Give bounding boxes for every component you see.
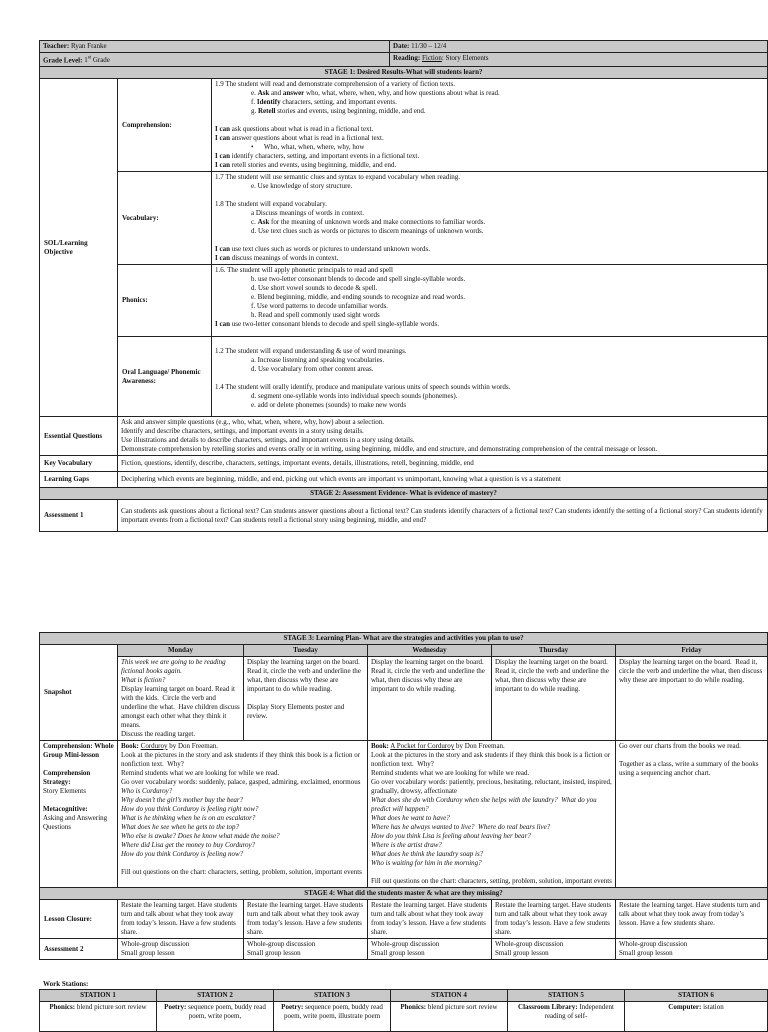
station-header-row: [40, 990, 768, 1002]
objective-line: I can retell stories and events, using beginning, middle, and end.: [215, 161, 397, 170]
objective-line: h. Read and spell commonly used sight words: [251, 311, 380, 320]
lesson-plan-table-bottom: [39, 632, 768, 960]
objective-line: I can identify characters, setting, and important events in a fictional text.: [215, 152, 420, 161]
objective-line: g. Retell stories and events, using beginning, middle, and end.: [251, 107, 426, 116]
comprehension-plan-row: [40, 741, 768, 888]
plan-line: Who else is awake? Does he know what made the noise?: [121, 832, 280, 840]
plan-line: Who is Corduroy?: [121, 787, 173, 795]
snapshot-monday: [118, 657, 244, 741]
sol-label: SOL/Learning Objective: [40, 79, 118, 417]
day-wednesday: Wednesday: [368, 645, 492, 657]
book-line: Book: A Pocket for Corduroy by Don Freeman.: [371, 742, 505, 750]
plan-line: How do you think Lisa is feeling about leaving her bear?: [371, 832, 531, 840]
stage3-title: STAGE 3: Learning Plan- What are the strategies and activities you plan to use?: [40, 633, 768, 645]
assessment2-tuesday: Whole-group discussion Small group lesson: [244, 939, 368, 960]
snapshot-line: This week we are going to be reading fictional books again.: [121, 658, 228, 675]
plan-line: Fill out questions on the chart: characters, setting, problem, solution, important events: [371, 877, 612, 885]
grade-label: Grade Level:: [43, 56, 83, 65]
essential-question-line: Identify and describe characters, settings, and important events in a story using details.: [121, 427, 364, 436]
plan-line: Look at the pictures in the story and ask students if they think this book is a fiction or nonfiction text. Why?: [121, 751, 362, 768]
plan-line: Go over vocabulary words: suddenly, palace, gasped, admiring, exclaimed, enormous: [121, 778, 361, 786]
objective-line: I can answer questions about what is read in a fictional text.: [215, 134, 384, 143]
key-vocabulary-row: [40, 456, 768, 472]
plan-line: What does he want to have?: [371, 814, 450, 822]
book-line: Book: Corduroy by Don Freeman.: [121, 742, 219, 750]
work-stations-table: [39, 989, 768, 1032]
station-5-content: Classroom Library: Independent reading of self-: [508, 1002, 625, 1032]
plan-line: Fill out questions on the chart: characters, setting, problem, solution, important events: [121, 868, 362, 876]
objective-line: e. add or delete phonemes (sounds) to make new words: [251, 401, 407, 410]
oral-language-label: Oral Language/ Phonemic Awareness:: [118, 337, 212, 417]
reading-rest: : Story Elements: [441, 54, 489, 62]
station-6-content: Computer: istation: [625, 1002, 768, 1032]
closure-wednesday: Restate the learning target. Have students turn and talk about what they took away from today’s lesson. Have a few students share.: [368, 900, 492, 939]
snapshot-label: Snapshot: [40, 645, 118, 741]
plan-line: Remind students what we are looking for while we read.: [121, 769, 280, 777]
objective-line: [215, 116, 764, 125]
day-friday: Friday: [616, 645, 768, 657]
snapshot-line: Discuss the reading target.: [121, 730, 196, 738]
station-6-header: STATION 6: [625, 990, 768, 1002]
essential-question-line: Demonstrate comprehension by retelling stories and events orally or in writing, using beginning, middle, and end structure, and demonstrating comprehension of the central message or lesson.: [121, 445, 658, 454]
work-stations-title: Work Stations:: [43, 980, 89, 988]
station-5-header: STATION 5: [508, 990, 625, 1002]
plan-monday-tuesday: [118, 741, 368, 888]
snapshot-line: Display the learning target on the board. Read it, circle the verb and underline the what, then discuss why these are important to do while reading.: [619, 658, 765, 684]
teacher-label: Teacher:: [43, 42, 70, 50]
station-2-content: Poetry: sequence poem, buddy read poem, write poem,: [157, 1002, 274, 1032]
learning-gaps-label: Learning Gaps: [40, 472, 118, 488]
assessment2-row: [40, 939, 768, 960]
objective-line: [215, 374, 764, 383]
plan-line: Look at the pictures in the story and ask students if they think this book is a fiction or nonfiction text. Why?: [371, 751, 612, 768]
objective-line: c. Ask for the meaning of unknown words and make connections to familiar words.: [251, 218, 486, 227]
essential-questions-content: [118, 417, 768, 456]
comprehension-row: [40, 79, 768, 172]
assessment2-monday: Whole-group discussion Small group lesson: [118, 939, 244, 960]
objective-line: d. Use text clues such as words or pictures to discern meanings of unknown words.: [251, 227, 484, 236]
assessment2-thursday: Whole-group discussion Small group lesson: [492, 939, 616, 960]
objective-line: [215, 236, 764, 245]
assessment1-label: Assessment 1: [40, 500, 118, 532]
comprehension-content: [212, 79, 768, 172]
key-vocabulary-text: Fiction, questions, identify, describe, characters, settings, important events, details, illustrations, retell, beginning, middle, end: [118, 456, 768, 472]
snapshot-line: [247, 694, 364, 703]
comprehension-plan-label-line: Story Elements: [43, 787, 86, 795]
plan-line: Why doesn’t the girl’s mother buy the bear?: [121, 796, 244, 804]
assessment1-text: Can students ask questions about a fictional text? Can students answer questions about a fictional text? Can students identify characters of a fictional text? Can students identify the setting of a fictional story? Can students identify important events from a fictional text? Can students retell a fictional story using beginning, middle, and end?: [118, 500, 768, 532]
comprehension-plan-label-line: Comprehension Strategy:: [43, 769, 93, 786]
lesson-closure-label: Lesson Closure:: [40, 900, 118, 939]
date-cell: [390, 41, 768, 53]
comprehension-plan-label-line: Metacognitive:: [43, 805, 88, 813]
station-4-content: Phonics: blend picture sort review: [391, 1002, 508, 1032]
essential-question-line: Use illustrations and details to describe characters, settings, and important events in a story using details.: [121, 436, 415, 445]
assessment2-friday: Whole-group discussion Small group lesson: [616, 939, 768, 960]
assessment1-row: [40, 500, 768, 532]
station-content-row: [40, 1002, 768, 1032]
objective-line: e. Blend beginning, middle, and ending sounds to recognize and read words.: [251, 293, 466, 302]
snapshot-tuesday: [244, 657, 368, 741]
snapshot-friday: [616, 657, 768, 741]
station-1-content: Phonics: blend picture sort review: [40, 1002, 157, 1032]
plan-line: Go over our charts from the books we read.: [619, 742, 741, 750]
grade-value: 1st Grade: [84, 56, 110, 65]
stage4-title: STAGE 4: What did the students master & what are they missing?: [40, 888, 768, 900]
grade-cell: [40, 53, 390, 67]
snapshot-line: Display the learning target on the board. Read it, circle the verb and underline the what, then discuss why these are important to do while reading.: [247, 658, 364, 693]
grade-row: [40, 53, 768, 67]
plan-friday: [616, 741, 768, 888]
plan-line: Go over vocabulary words: patiently, precious, hesitating, reluctant, insisted, inspired, gradually, drowsy, affectionate: [371, 778, 614, 795]
objective-line: • Who, what, when, where, why, how: [251, 143, 365, 152]
objective-line: I can use text clues such as words or pictures to understand unknown words.: [215, 245, 431, 254]
objective-line: 1.2 The student will expand understanding & use of word meanings.: [215, 347, 407, 356]
objective-line: 1.8 The student will expand vocabulary.: [215, 200, 327, 209]
plan-line: [121, 859, 364, 868]
plan-line: Together as a class, write a summary of the books using a sequencing anchor chart.: [619, 760, 761, 777]
plan-line: Where did Lisa get the money to buy Corduroy?: [121, 841, 256, 849]
snapshot-row: [40, 657, 768, 741]
plan-wednesday-thursday: [368, 741, 616, 888]
station-4-header: STATION 4: [391, 990, 508, 1002]
objective-line: f. Identify characters, setting, and important events.: [251, 98, 397, 107]
reading-label: Reading:: [393, 54, 421, 62]
objective-line: 1.7 The student will use semantic clues and syntax to expand vocabulary when reading.: [215, 173, 460, 182]
plan-line: Remind students what we are looking for while we read.: [371, 769, 530, 777]
plan-line: Where has he always wanted to live? Where do real bears live?: [371, 823, 551, 831]
essential-questions-label: Essential Questions: [40, 417, 118, 456]
vocabulary-content: [212, 172, 768, 265]
snapshot-line: Display learning target on board. Read it with the kids. Circle the verb and underline the what. Have children discuss amongst each other what they think it means.: [121, 685, 242, 729]
comprehension-plan-label-line: [43, 796, 114, 805]
oral-language-content: [212, 337, 768, 417]
date-label: Date:: [393, 42, 410, 50]
objective-line: [215, 338, 764, 347]
objective-line: e. Use knowledge of story structure.: [251, 182, 353, 191]
essential-question-line: Ask and answer simple questions (e.g., who, what, when, where, why, how) about a selection.: [121, 418, 384, 427]
plan-line: What does he think the laundry soap is?: [371, 850, 484, 858]
plan-line: What does he see when he gets to the top?: [121, 823, 240, 831]
comprehension-plan-label-line: Comprehension: Whole Group Mini-lesson: [43, 742, 116, 759]
plan-line: How do you think Corduroy is feeling now?: [121, 850, 244, 858]
closure-tuesday: Restate the learning target. Have students turn and talk about what they took away from today’s lesson. Have a few students share.: [244, 900, 368, 939]
objective-line: d. Use vocabulary from other content areas.: [251, 365, 374, 374]
learning-gaps-row: [40, 472, 768, 488]
teacher-cell: [40, 41, 390, 53]
essential-questions-row: [40, 417, 768, 456]
learning-gaps-text: Deciphering which events are beginning, middle, and end, picking out which events are important vs unimportant, knowing what a question is vs a statement: [118, 472, 768, 488]
snapshot-line: Display the learning target on the board. Read it, circle the verb and underline the what, then discuss why these are important to do while reading.: [371, 658, 488, 693]
snapshot-line: Display the learning target on the board. Read it, circle the verb and underline the what, then discuss why these are important to do while reading.: [495, 658, 612, 693]
assessment2-label: Assessment 2: [40, 939, 118, 960]
snapshot-line: Display Story Elements poster and review.: [247, 703, 346, 720]
objective-line: 1.9 The student will read and demonstrate comprehension of a variety of fiction texts.: [215, 80, 455, 89]
station-3-header: STATION 3: [274, 990, 391, 1002]
objective-line: f. Use word patterns to decode unfamiliar words.: [251, 302, 389, 311]
plan-line: What is he thinking when he is on an escalator?: [121, 814, 256, 822]
station-1-header: STATION 1: [40, 990, 157, 1002]
closure-monday: Restate the learning target. Have students turn and talk about what they took away from today’s lesson. Have a few students share.: [118, 900, 244, 939]
plan-line: [619, 751, 764, 760]
phonics-content: [212, 265, 768, 337]
teacher-name: Ryan Franke: [70, 42, 107, 50]
closure-friday: Restate the learning target. Have students turn and talk about what they took away from today’s lesson. Have a few students share.: [616, 900, 768, 939]
plan-line: Where is the artist draw?: [371, 841, 442, 849]
day-monday: Monday: [118, 645, 244, 657]
lesson-plan-table-top: [39, 40, 768, 532]
lesson-closure-row: [40, 900, 768, 939]
day-tuesday: Tuesday: [244, 645, 368, 657]
snapshot-wednesday: [368, 657, 492, 741]
objective-line: 1.4 The student will orally identify, produce and manipulate various units of speech sounds within words.: [215, 383, 511, 392]
objective-line: a Discuss meanings of words in context.: [251, 209, 364, 218]
comprehension-plan-label-line: Asking and Answering Questions: [43, 814, 109, 831]
station-3-content: Poetry: sequence poem, buddy read poem, write poem, illustrate poem: [274, 1002, 391, 1032]
comprehension-plan-label-line: [43, 760, 114, 769]
objective-line: I can discuss meanings of words in context.: [215, 254, 339, 263]
day-header-row: [40, 645, 768, 657]
plan-line: Who is waiting for him in the morning?: [371, 859, 482, 867]
plan-line: What does she do with Corduroy when she helps with the laundry? What do you predict will happen?: [371, 796, 599, 813]
date-value: 11/30 – 12/4: [411, 42, 447, 50]
objective-line: d. segment one-syllable words into individual speech sounds (phonemes).: [251, 392, 458, 401]
teacher-row: [40, 41, 768, 53]
objective-line: 1.6. The student will apply phonetic principals to read and spell: [215, 266, 393, 275]
objective-line: a. Increase listening and speaking vocabularies.: [251, 356, 385, 365]
objective-line: [215, 191, 764, 200]
comprehension-label: Comprehension:: [118, 79, 212, 172]
objective-line: e. Ask and answer who, what, where, when, why, and how questions about what is read.: [251, 89, 500, 98]
plan-line: [371, 868, 612, 877]
phonics-row: [40, 265, 768, 337]
snapshot-thursday: [492, 657, 616, 741]
assessment2-wednesday: Whole-group discussion Small group lesson: [368, 939, 492, 960]
objective-line: d. Use short vowel sounds to decode & spell.: [251, 284, 378, 293]
reading-fiction: Fiction: [422, 54, 442, 62]
objective-line: I can ask questions about what is read in a fictional text.: [215, 125, 374, 134]
phonics-label: Phonics:: [118, 265, 212, 337]
snapshot-line: What is fiction?: [121, 676, 166, 684]
key-vocabulary-label: Key Vocabulary: [40, 456, 118, 472]
station-2-header: STATION 2: [157, 990, 274, 1002]
plan-line: How do you think Corduroy is feeling right now?: [121, 805, 259, 813]
stage2-title: STAGE 2: Assessment Evidence- What is evidence of mastery?: [40, 488, 768, 500]
reading-cell: [390, 53, 768, 67]
objective-line: I can use two-letter consonant blends to decode and spell single-syllable words.: [215, 320, 439, 329]
objective-line: b. use two-letter consonant blends to decode and spell single-syllable words.: [251, 275, 466, 284]
stage1-title: STAGE 1: Desired Results-What will students learn?: [40, 67, 768, 79]
vocabulary-row: [40, 172, 768, 265]
oral-language-row: [40, 337, 768, 417]
comprehension-plan-label: [40, 741, 118, 888]
vocabulary-label: Vocabulary:: [118, 172, 212, 265]
day-thursday: Thursday: [492, 645, 616, 657]
closure-thursday: Restate the learning target. Have students turn and talk about what they took away from today’s lesson. Have a few students share.: [492, 900, 616, 939]
